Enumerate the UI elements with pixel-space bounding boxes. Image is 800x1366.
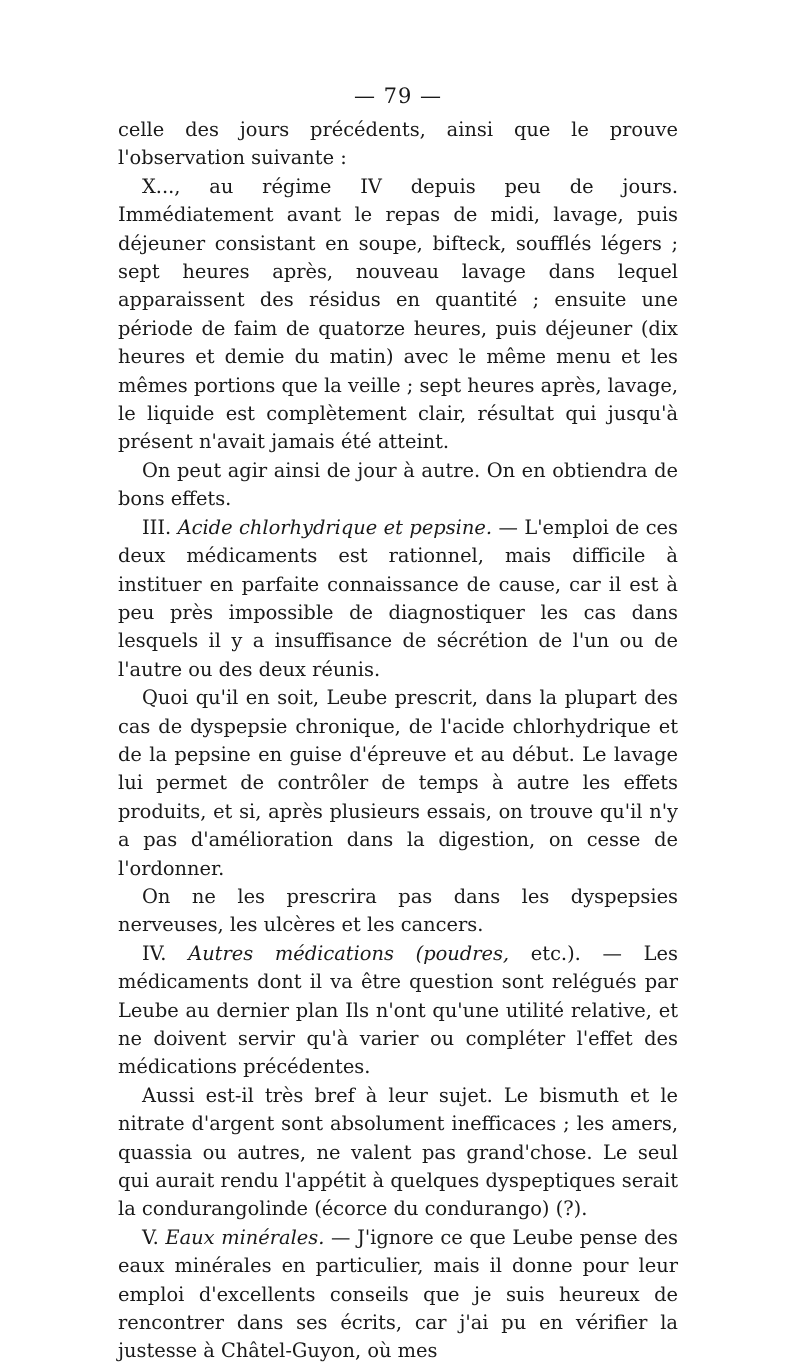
section-iii	[118, 514, 678, 684]
section-iii-title: Acide chlorhydrique et pepsine.	[177, 515, 492, 539]
section-iv-number: IV.	[142, 941, 189, 965]
section-iv	[118, 940, 678, 1082]
paragraph-continuation: celle des jours précédents, ainsi que le prouve l'observation suivante :	[118, 118, 678, 170]
paragraph-contraindications: On ne les prescrira pas dans les dyspepsies nerveuses, les ulcères et les cancers.	[118, 884, 678, 937]
section-v-body: — J'ignore ce que Leube pense des eaux minérales en particulier, mais il donne pour leur emploi d'excellents conseils que je suis heureux de rencontrer dans ses écrits, car j'ai pu en vérifier la justesse à Châtel-Guyon, où mes	[118, 1225, 678, 1363]
section-iv-title: Autres médications (poudres,	[188, 941, 510, 965]
book-page	[118, 82, 678, 1366]
section-iii-body: — L'emploi de ces deux médicaments est rationnel, mais difficile à instituer en parfaite connaissance de cause, car il est à peu près impossible de diagnostiquer les cas dans lesquels il y a insuffisance de sécrétion de l'un ou de l'autre ou des deux réunis.	[118, 515, 678, 681]
page-number: — 79 —	[353, 84, 443, 108]
section-iv-body: etc.). — Les médicaments dont il va être question sont relégués par Leube au dernier plan Ils n'ont qu'une utilité relative, et ne doivent servir qu'à varier ou compléter l'effet des médications précédentes.	[118, 941, 678, 1079]
section-v	[118, 1224, 678, 1366]
section-v-title: Eaux minérales.	[165, 1225, 325, 1249]
paragraph-bismuth: Aussi est-il très bref à leur sujet. Le bismuth et le nitrate d'argent sont absolument inefficaces ; les amers, quassia ou autres, ne valent pas grand'chose. Le seul qui aurait rendu l'appétit à quelques dyspeptiques serait la condurangolinde (écorce du condurango) (?).	[118, 1083, 678, 1221]
paragraph-leube-prescription: Quoi qu'il en soit, Leube prescrit, dans la plupart des cas de dyspepsie chronique, de l'acide chlorhydrique et de la pepsine en guise d'épreuve et au début. Le lavage lui permet de contrôler de temps à autre les effets produits, et si, après plusieurs essais, on trouve qu'il n'y a pas d'amélioration dans la digestion, on cesse de l'ordonner.	[118, 686, 678, 880]
paragraph-conclusion: On peut agir ainsi de jour à autre. On en obtiendra de bons effets.	[118, 458, 678, 511]
paragraph-observation: X..., au régime IV depuis peu de jours. Immédiatement avant le repas de midi, lavage, puis déjeuner consistant en soupe, bifteck, soufflés légers ; sept heures après, nouveau lavage dans lequel apparaissent des résidus en quantité ; ensuite une période de faim de quatorze heures, puis déjeuner (dix heures et demie du matin) avec le même menu et les mêmes portions que la veille ; sept heures après, lavage, le liquide est complètement clair, résultat qui jusqu'à présent n'avait jamais été atteint.	[118, 174, 678, 454]
section-v-number: V.	[142, 1225, 166, 1249]
section-iii-number: III.	[142, 515, 178, 539]
